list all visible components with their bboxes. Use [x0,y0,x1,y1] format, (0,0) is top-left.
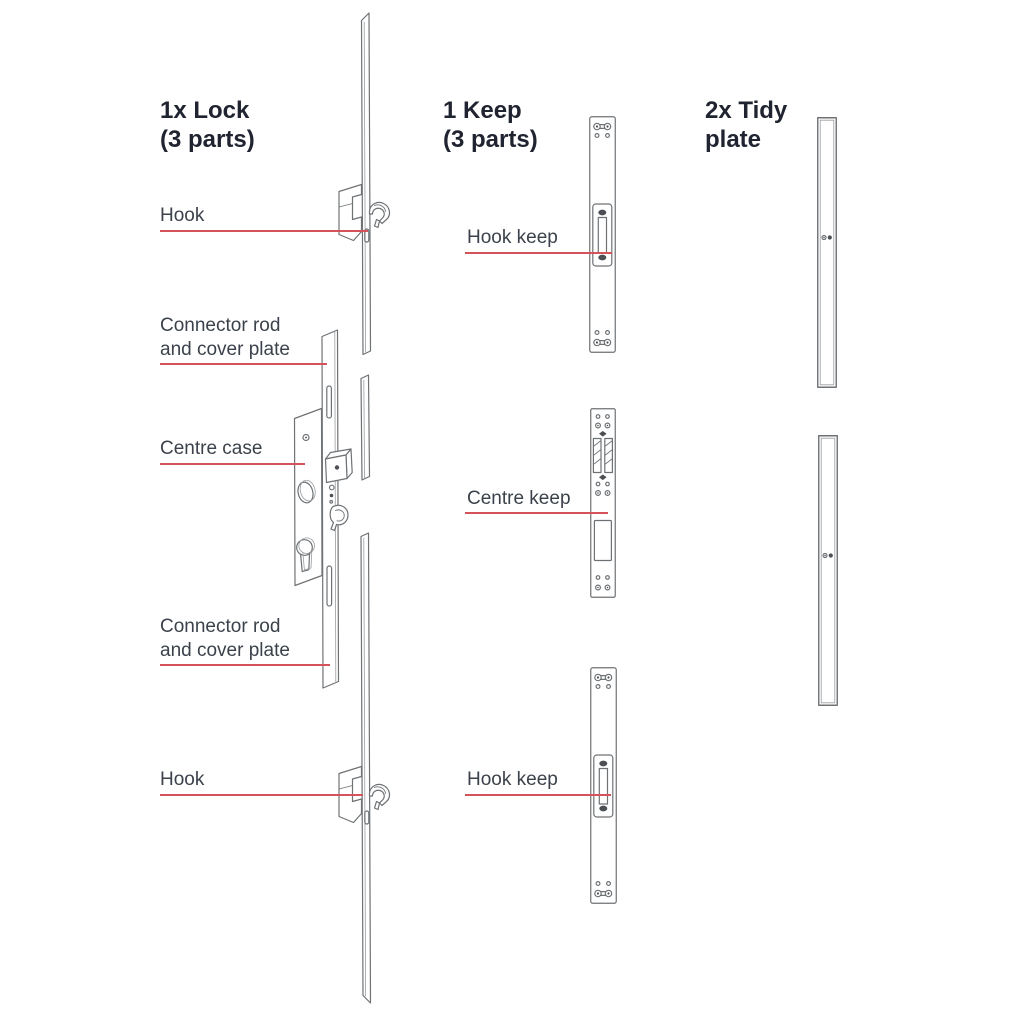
lock-rail-bottom [361,533,371,1003]
keep-title-line1: 1 Keep [443,97,522,124]
lock-rail-top [362,13,371,355]
label-hook-top: Hook [160,205,205,226]
lock-rod-middle [361,375,370,480]
tidy-title-line1: 2x Tidy [705,97,788,124]
label-hook-keep-top: Hook keep [467,227,558,248]
leader-line-hook-top [160,230,368,232]
leader-line-hook-bottom [160,794,363,796]
tidy-plate-1-drawing [818,118,837,388]
leader-line-connector-rod-top [160,363,327,365]
leader-line-hook-keep-top [465,252,612,254]
hook-keep-bottom-drawing [591,668,617,904]
leader-line-centre-keep [465,512,608,514]
tidy-title-line2: plate [705,126,762,153]
leader-line-hook-keep-bottom [465,794,611,796]
label-centre-keep: Centre keep [467,488,571,509]
label-hook-keep-bottom: Hook keep [467,769,558,790]
tidy-plate-section-title [705,96,787,154]
tidy-plate-2-drawing [819,436,838,706]
label-centre-case: Centre case [160,438,263,459]
hook-keep-top-drawing [590,117,616,353]
leader-line-centre-case [160,463,305,465]
lock-title-line2: (3 parts) [160,126,255,153]
lock-centre-case [295,409,323,586]
lock-assembly-drawing [295,13,390,1003]
lock-latch-block [326,449,353,483]
label-connector-rod-top: Connector rod and cover plate [160,315,290,360]
keep-section-title [443,96,538,154]
label-hook-bottom: Hook [160,769,205,790]
leader-line-connector-rod-bottom [160,664,330,666]
lock-section-title [160,96,255,154]
centre-keep-drawing [591,409,616,598]
label-connector-rod-bottom: Connector rod and cover plate [160,616,290,661]
keep-title-line2: (3 parts) [443,126,538,153]
lock-title-line1: 1x Lock [160,97,250,124]
lock-centre-hook [330,505,348,530]
